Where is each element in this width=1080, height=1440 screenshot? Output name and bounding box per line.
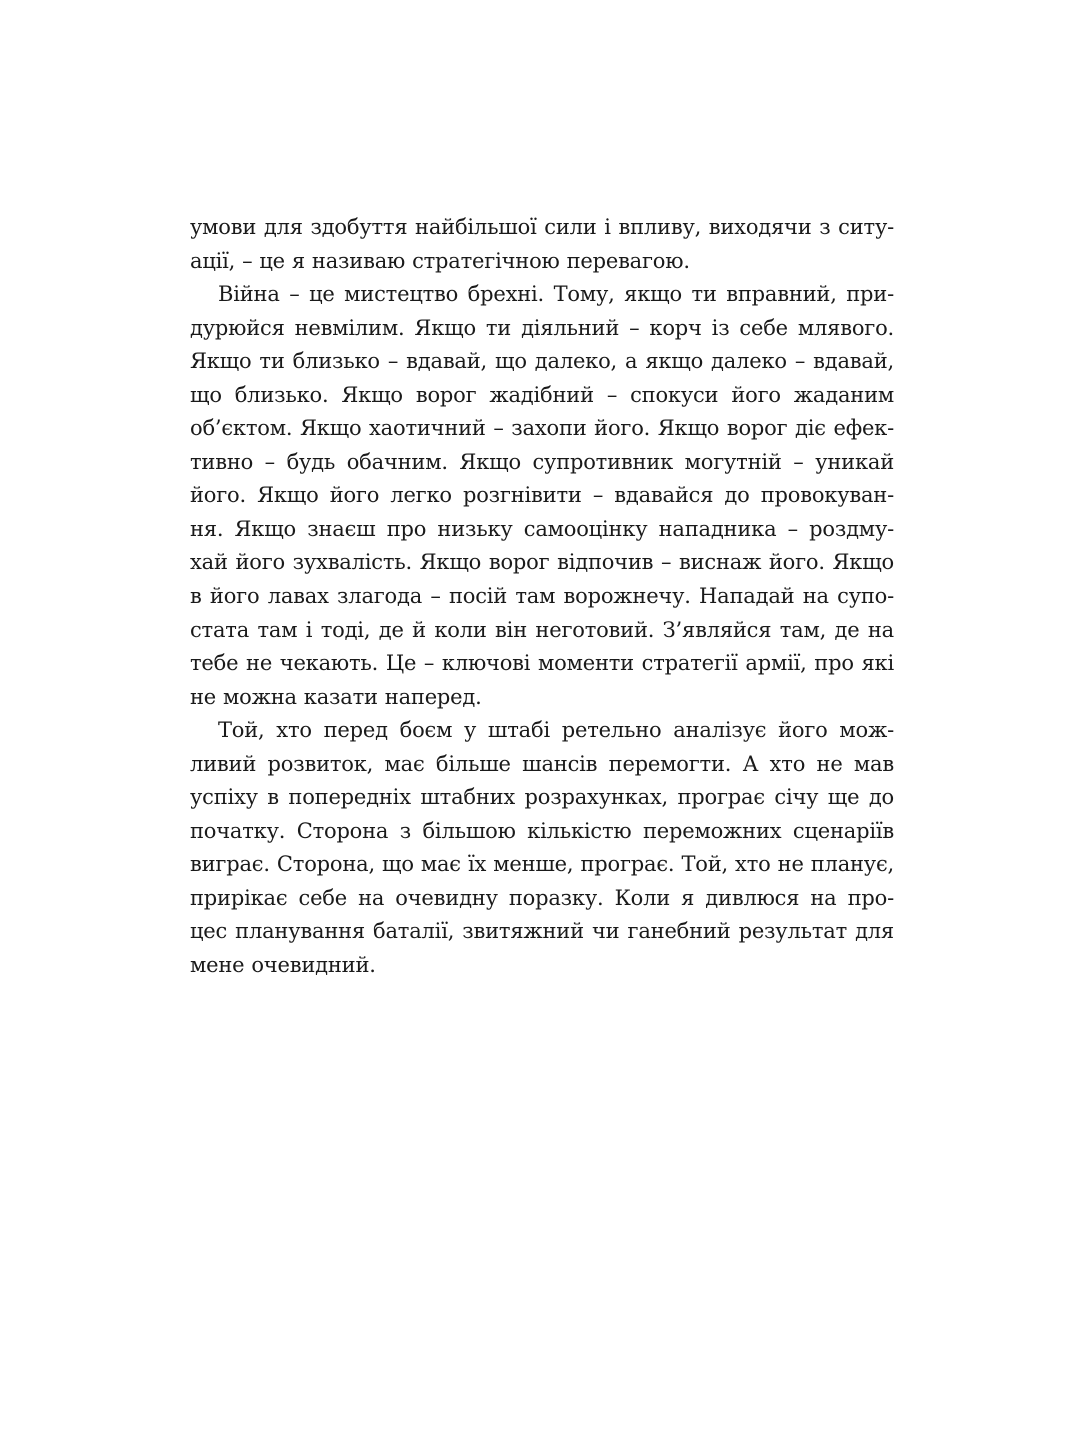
text-line: прирікає себе на очевидну поразку. Коли я дивлюся на про- (190, 885, 894, 910)
text-line: дурюйся невмілим. Якщо ти діяльний – корч із себе млявого. (190, 315, 894, 340)
text-line: що близько. Якщо ворог жадібний – спокуси його жаданим (190, 382, 894, 407)
text-line: об’єктом. Якщо хаотичний – захопи його. Якщо ворог діє ефек- (190, 416, 894, 441)
text-line: Війна – це мистецтво брехні. Тому, якщо ти вправний, при- (218, 282, 894, 307)
text-line: хай його зухвалість. Якщо ворог відпочив – виснаж його. Якщо (190, 550, 894, 575)
text-line: ливий розвиток, має більше шансів перемогти. А хто не мав (190, 751, 894, 776)
text-line: стата там і тоді, де й коли він неготовий. З’являйся там, де на (190, 617, 894, 642)
text-line: виграє. Сторона, що має їх менше, програє. Той, хто не планує, (190, 852, 894, 877)
text-line: Якщо ти близько – вдавай, що далеко, а якщо далеко – вдавай, (190, 349, 894, 374)
text-line: Той, хто перед боєм у штабі ретельно аналізує його мож- (218, 718, 894, 743)
text-line: умови для здобуття найбільшої сили і впливу, виходячи з ситу- (190, 215, 894, 239)
text-line: тивно – будь обачним. Якщо супротивник могутній – уникай (190, 449, 894, 474)
text-line: в його лавах злагода – посій там ворожнечу. Нападай на супо- (190, 584, 894, 609)
text-line: його. Якщо його легко розгнівити – вдавайся до провокуван- (190, 483, 894, 508)
text-line: мене очевидний. (190, 953, 376, 978)
body-text (190, 211, 894, 983)
text-line: ації, – це я називаю стратегічною перевагою. (190, 248, 690, 273)
text-line: ня. Якщо знаєш про низьку самооцінку нападника – роздму- (190, 516, 894, 541)
text-line: цес планування баталії, звитяжний чи ганебний результат для (190, 919, 894, 944)
text-line: тебе не чекають. Це – ключові моменти стратегії армії, про які (190, 651, 894, 676)
text-line: початку. Сторона з більшою кількістю переможних сценаріїв (190, 818, 894, 843)
text-line: не можна казати наперед. (190, 684, 482, 709)
text-line: успіху в попередніх штабних розрахунках, програє січу ще до (190, 785, 894, 810)
